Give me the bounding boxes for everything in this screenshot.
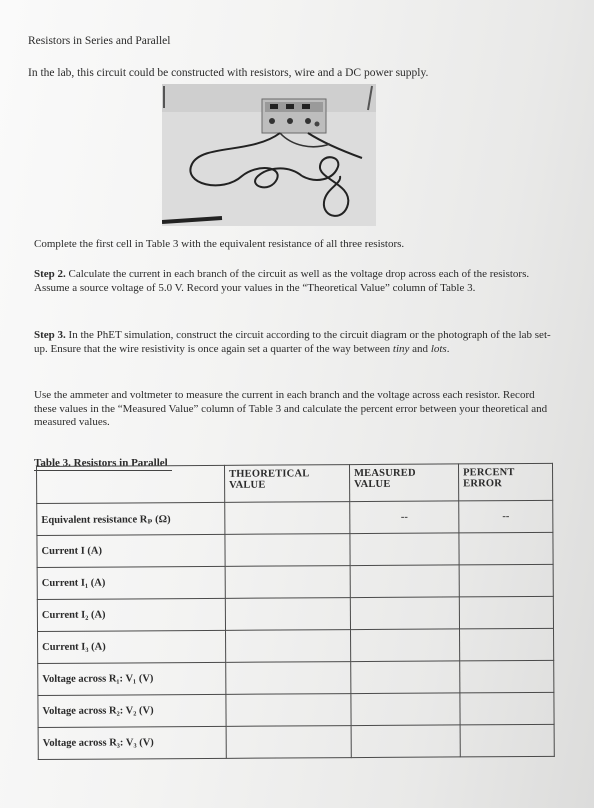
measured-cell[interactable]: [351, 661, 460, 694]
row-label: Current I₃ (A): [38, 630, 226, 663]
row-label: Voltage across R₂: V₂ (V): [38, 694, 226, 727]
theoretical-cell[interactable]: [225, 534, 350, 567]
row-label: Current I₂ (A): [37, 598, 225, 631]
row-label: Equivalent resistance Rₚ (Ω): [37, 502, 225, 535]
and-word: and: [409, 342, 431, 355]
page-title: Resistors in Series and Parallel: [28, 35, 171, 47]
table-row: [37, 532, 553, 567]
table-row: [38, 660, 554, 695]
tiny-word: tiny: [392, 342, 410, 355]
measured-cell: [350, 501, 459, 534]
measured-cell[interactable]: [351, 693, 460, 726]
error-cell: [459, 500, 553, 533]
row-label: Voltage across R₁: V₁ (V): [38, 662, 226, 695]
ammeter-instruction: Use the ammeter and voltmeter to measure the current in each branch and the voltage across each resistor. Record these values in the “Measured Value” column of Table 3 and calculate the percent error between your theoretical and measured values.: [34, 389, 548, 428]
table-caption: Table 3. Resistors in Parallel: [34, 457, 168, 469]
header-theoretical: THEORETICAL VALUE: [224, 465, 349, 503]
step-3-end: .: [446, 342, 450, 355]
power-supply-and-wires-illustration: [162, 84, 376, 226]
measured-cell[interactable]: [350, 565, 459, 598]
lab-setup-photo: [162, 84, 376, 226]
intro-text: In the lab, this circuit could be constructed with resistors, wire and a DC power supply.: [28, 67, 429, 79]
theoretical-cell[interactable]: [226, 662, 351, 695]
measured-cell[interactable]: [350, 533, 459, 566]
theoretical-cell[interactable]: [226, 726, 351, 759]
table-row: [37, 596, 553, 631]
header-blank-cell: [37, 465, 225, 503]
error-cell[interactable]: [460, 660, 554, 693]
theoretical-cell[interactable]: [225, 566, 350, 599]
row-label: Current I (A): [37, 534, 225, 567]
row-label: Voltage across R₃: V₃ (V): [38, 726, 226, 759]
table-row: [38, 692, 554, 727]
error-cell[interactable]: [459, 596, 553, 629]
error-dash: --: [502, 511, 510, 523]
error-cell[interactable]: [460, 692, 554, 725]
table-row: [37, 500, 553, 535]
theoretical-cell[interactable]: [225, 502, 350, 535]
theoretical-cell[interactable]: [226, 630, 351, 663]
measured-cell[interactable]: [350, 597, 459, 630]
step-3-label: Step 3.: [34, 329, 66, 341]
header-measured: MEASURED VALUE: [349, 464, 458, 502]
error-cell[interactable]: [460, 628, 554, 661]
step-2-paragraph: [34, 268, 554, 295]
step-3-paragraph: [34, 329, 554, 356]
theoretical-cell[interactable]: [225, 598, 350, 631]
measured-cell[interactable]: [351, 725, 460, 758]
step-2-text: Calculate the current in each branch of the circuit as well as the voltage drop across each of the resistors. Assume a source voltage of 5.0 V. Record your values in the “Theoretical Value” column of Table 3.: [34, 268, 530, 294]
step-2-label: Step 2.: [34, 268, 66, 280]
table-row: [38, 724, 554, 759]
measured-dash: --: [400, 511, 408, 523]
table-row: [38, 628, 554, 663]
header-percent-error: PERCENT ERROR: [458, 463, 552, 501]
error-cell[interactable]: [459, 532, 553, 565]
table-row: [37, 564, 553, 599]
resistors-parallel-table: [36, 463, 555, 760]
error-cell[interactable]: [460, 724, 554, 757]
measured-cell[interactable]: [351, 629, 460, 662]
complete-first-cell-instruction: Complete the first cell in Table 3 with the equivalent resistance of all three resistors.: [34, 238, 405, 250]
step-3-text: In the PhET simulation, construct the circuit according to the circuit diagram or the photograph of the lab set-up. Ensure that the wire resistivity is once again set a quarter of the way between: [34, 329, 551, 355]
error-cell[interactable]: [459, 564, 553, 597]
lots-word: lots: [430, 342, 447, 355]
table-header-row: [37, 463, 553, 503]
theoretical-cell[interactable]: [226, 694, 351, 727]
row-label: Current I₁ (A): [37, 566, 225, 599]
